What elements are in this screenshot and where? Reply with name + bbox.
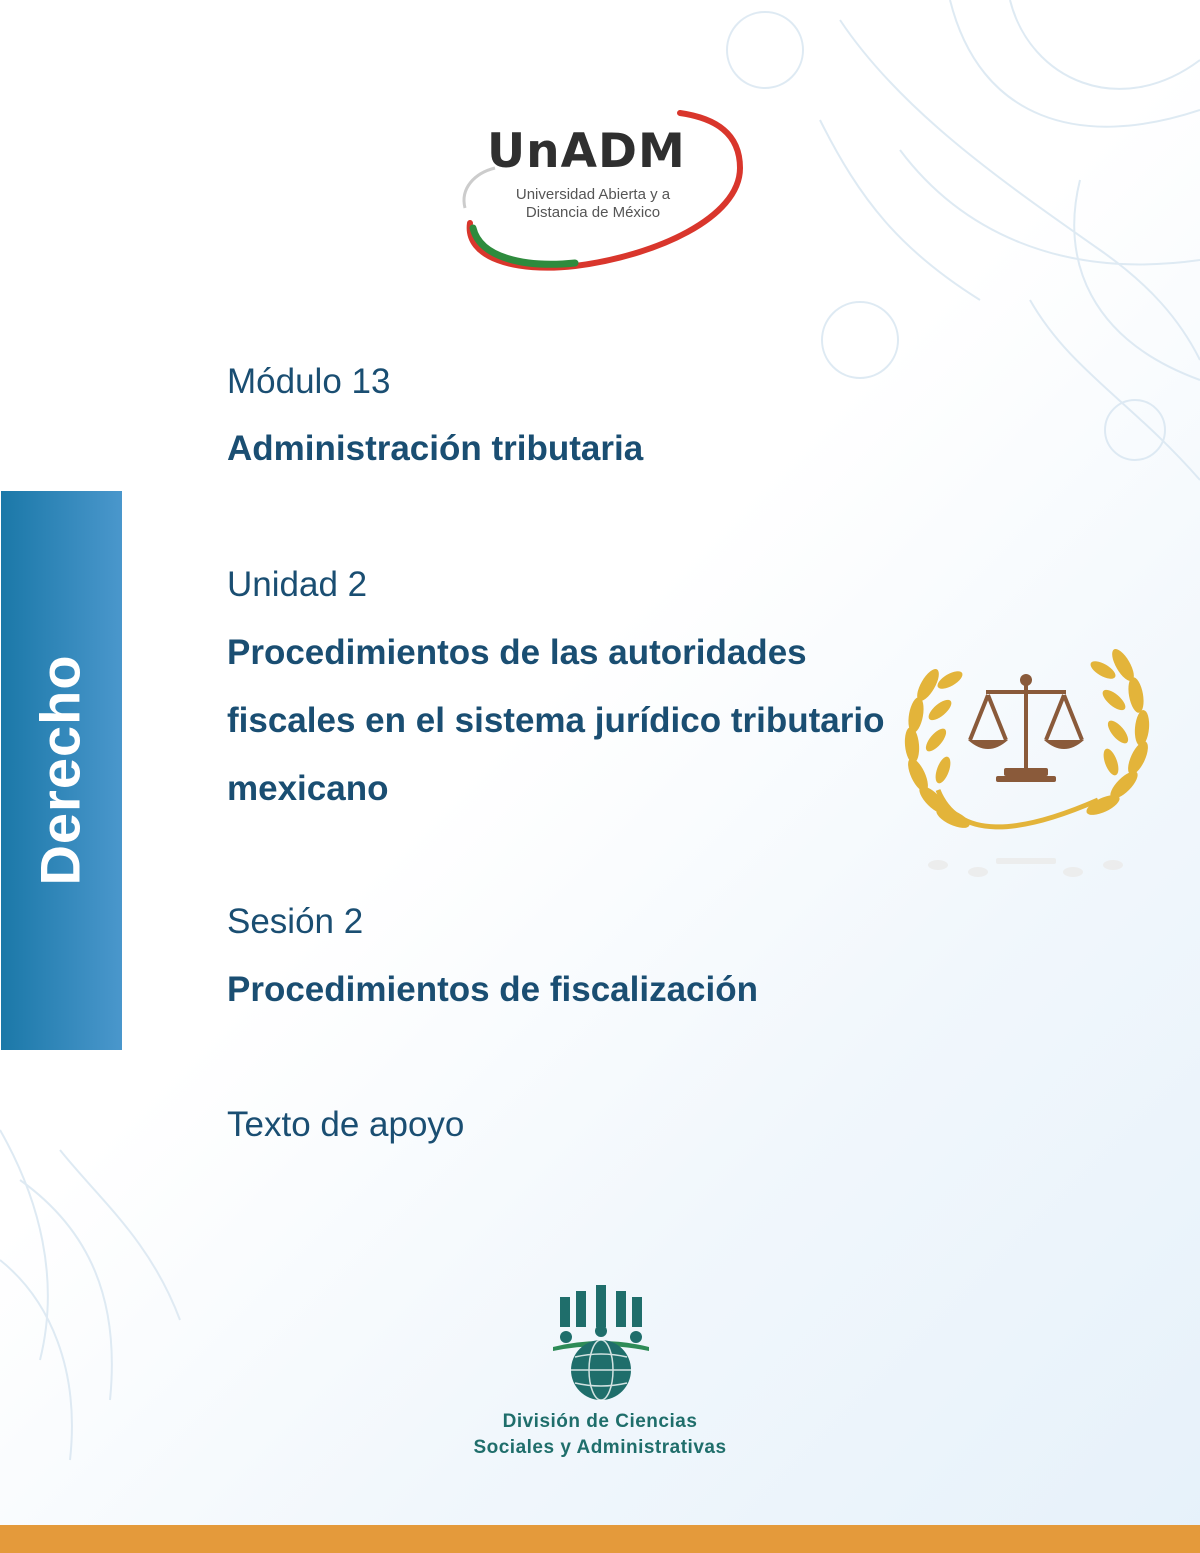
division-name-line2: Sociales y Administrativas: [473, 1437, 727, 1458]
unadm-logo-subtitle: [478, 186, 708, 222]
footer-bar: [0, 1525, 1200, 1553]
document-type: Texto de apoyo: [227, 1105, 465, 1144]
division-name-line1: División de Ciencias: [502, 1411, 698, 1432]
unit-title-line1: Procedimientos de las autoridades: [227, 633, 807, 672]
module-label: Módulo 13: [227, 362, 391, 401]
unit-label: Unidad 2: [227, 565, 368, 604]
unadm-logo-title: UnADM: [487, 124, 686, 179]
laurel-scales-icon: [898, 640, 1153, 900]
unit-title-line2: fiscales en el sistema jurídico tributario: [227, 701, 885, 740]
logo-subtitle-line2: Distancia de México: [525, 204, 661, 221]
logo-subtitle-line1: Universidad Abierta y a: [515, 186, 671, 203]
session-label: Sesión 2: [227, 902, 364, 941]
module-title: Administración tributaria: [227, 429, 644, 468]
unit-title-line3: mexicano: [227, 769, 389, 808]
division-globe-icon: [548, 1285, 654, 1405]
session-title: Procedimientos de fiscalización: [227, 970, 758, 1009]
program-label: Derecho: [28, 654, 92, 886]
